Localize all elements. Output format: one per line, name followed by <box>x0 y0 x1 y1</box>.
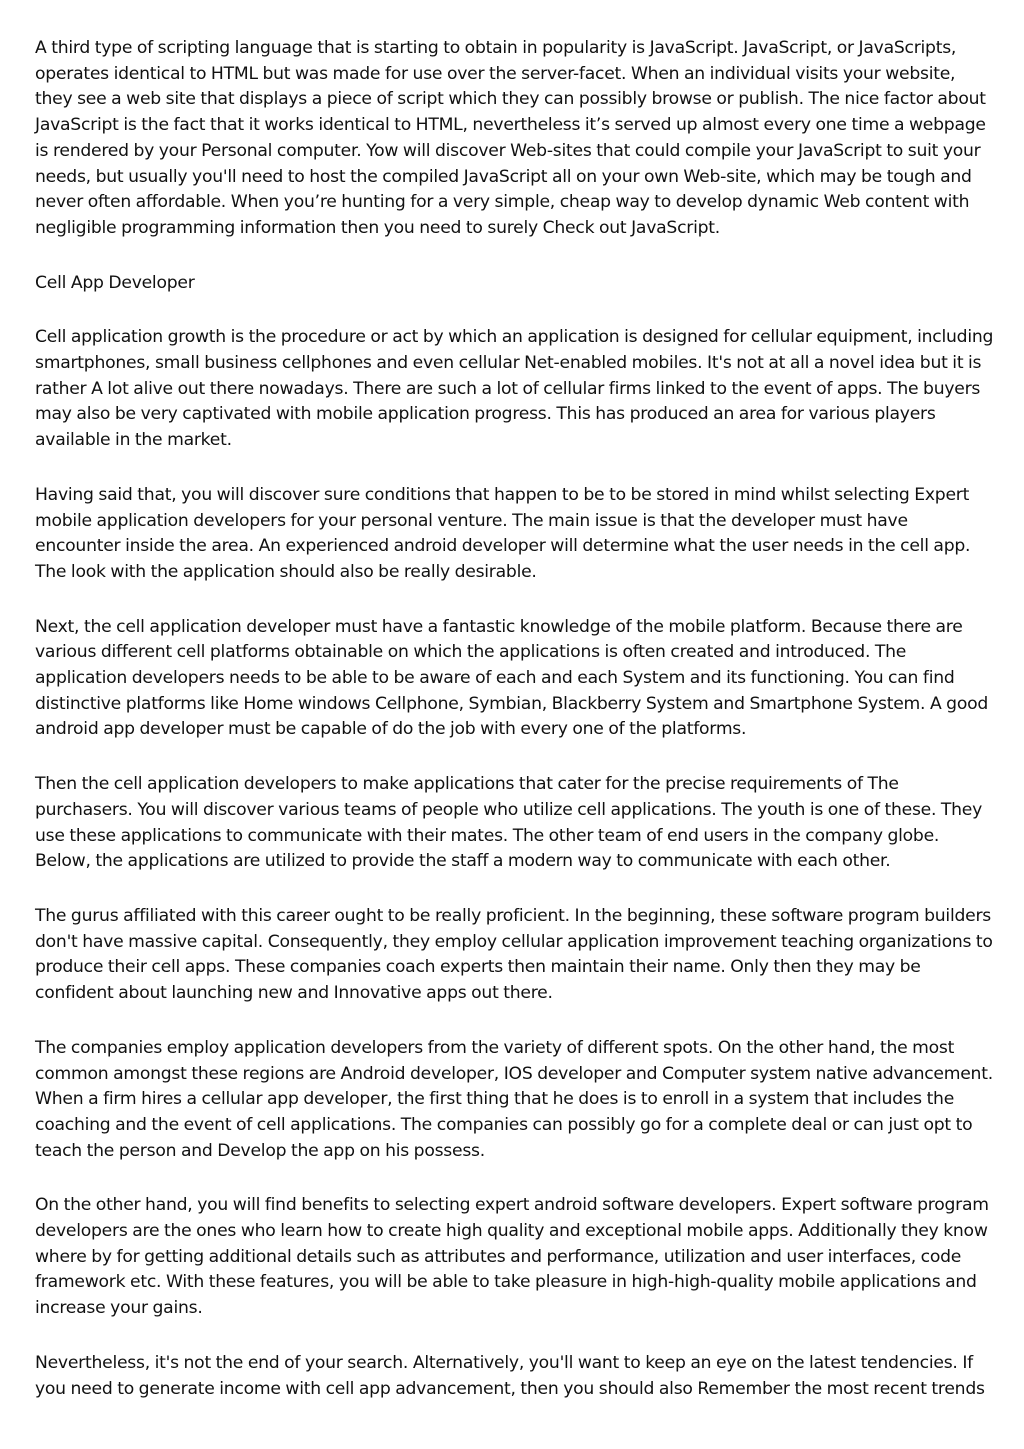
document-body <box>35 36 995 1431</box>
paragraph-companies-employ: The companies employ application developers from the variety of different spots. On the other hand, the most common amongst these regions are Android developer, IOS developer and Computer system native advancement. When a firm hires a cellular app developer, the first thing that he does is to enroll in a system that includes the coaching and the event of cell applications. The companies can possibly go for a complete deal or can just opt to teach the person and Develop the app on his possess. <box>35 1037 993 1161</box>
paragraph-latest-trends: Nevertheless, it's not the end of your search. Alternatively, you'll want to keep an eye on the latest tendencies. If you need to generate income with cell app advancement, then you should also Remember the most recent trends <box>35 1352 985 1399</box>
paragraph-gurus-proficient: The gurus affiliated with this career ought to be really proficient. In the beginning, these software program builders don't have massive capital. Consequently, they employ cellular application improvement teaching organizations to produce their cell apps. These companies coach experts then maintain their name. Only then they may be confident about launching new and Innovative apps out there. <box>35 905 993 1004</box>
paragraph-selecting-developers: Having said that, you will discover sure conditions that happen to be to be stored in mind whilst selecting Expert mobile application developers for your personal venture. The main issue is that the developer must have encounter inside the area. An experienced android developer will determine what the user needs in the cell app. The look with the application should also be really desirable. <box>35 484 971 582</box>
paragraph-mobile-platform-knowledge: Next, the cell application developer must have a fantastic knowledge of the mobile platform. Because there are various different cell platforms obtainable on which the applications is often created and introduced. The application developers needs to be able to be aware of each and each System and its functioning. You can find distinctive platforms like Home windows Cellphone, Symbian, Blackberry System and Smartphone System. A good android app developer must be capable of do the job with every one of the platforms. <box>35 616 989 740</box>
paragraph-purchaser-requirements: Then the cell application developers to make applications that cater for the precise requirements of The purchasers. You will discover various teams of people who utilize cell applications. The youth is one of these. They use these applications to communicate with their mates. The other team of end users in the company globe. Below, the applications are utilized to provide the staff a modern way to communicate with each other. <box>35 774 983 872</box>
section-heading-cell-app-developer: Cell App Developer <box>35 272 195 293</box>
paragraph-javascript: A third type of scripting language that is starting to obtain in popularity is JavaScript. JavaScript, or JavaScripts, operates identical to HTML but was made for use over the server-facet. When an individual visits your website, they see a web site that displays a piece of script which they can possibly browse or publish. The nice factor about JavaScript is the fact that it works identical to HTML, nevertheless it’s served up almost every one time a webpage is rendered by your Personal computer. Yow will discover Web-sites that could compile your JavaScript to suit your needs, but usually you'll need to host the compiled JavaScript all on your own Web-site, which may be tough and never often affordable. When you’re hunting for a very simple, cheap way to develop dynamic Web content with negligible programming information then you need to surely Check out JavaScript. <box>35 38 986 238</box>
paragraph-cell-application-growth: Cell application growth is the procedure or act by which an application is designed for cellular equipment, including smartphones, small business cellphones and even cellular Net-enabled mobiles. It's not at all a novel idea but it is rather A lot alive out there nowadays. There are such a lot of cellular firms linked to the event of apps. The buyers may also be very captivated with mobile application progress. This has produced an area for various players available in the market. <box>35 327 994 451</box>
paragraph-expert-benefits: On the other hand, you will find benefits to selecting expert android software developers. Expert software program developers are the ones who learn how to create high quality and exceptional mobile apps. Additionally they know where by for getting additional details such as attributes and performance, utilization and user interfaces, code framework etc. With these features, you will be able to take pleasure in high-high-quality mobile applications and increase your gains. <box>35 1195 989 1319</box>
